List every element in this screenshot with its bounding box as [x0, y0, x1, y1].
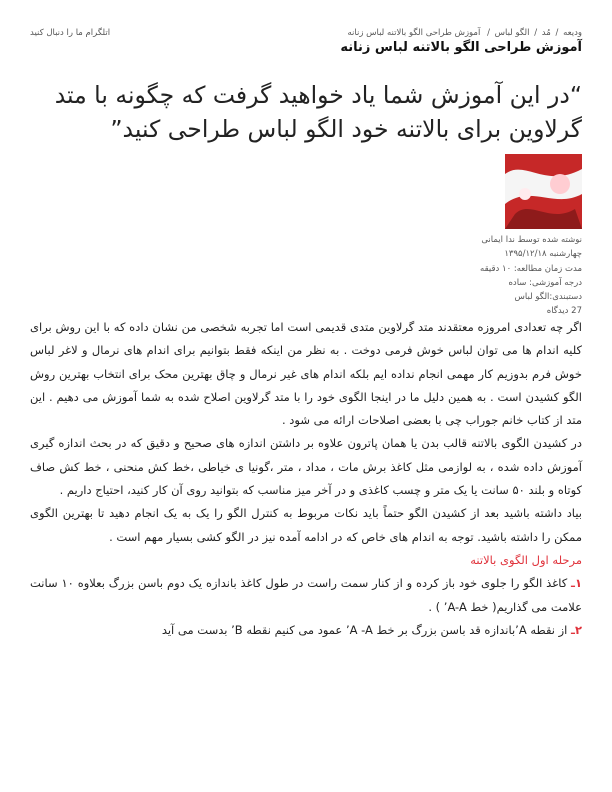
step-number: ۱ـ	[571, 576, 582, 591]
author-thumbnail-image	[505, 154, 582, 229]
breadcrumb-item-home[interactable]: ودیعه	[563, 28, 582, 38]
meta-category: دستبندی:الگو لباس	[514, 292, 582, 303]
breadcrumb-separator: /	[555, 28, 559, 38]
step-title: مرحله اول الگوی بالاتنه	[470, 552, 582, 567]
breadcrumb-item-current: آموزش طراحی الگو بالاتنه لباس زنانه	[347, 28, 481, 38]
breadcrumb-item-patterns[interactable]: الگو لباس	[494, 28, 530, 38]
step-item	[30, 572, 582, 619]
thumbnail-art-icon	[505, 154, 582, 229]
article-quote: “در این آموزش شما یاد خواهید گرفت که چگونه با متد گرلاوین برای بالاتنه خود الگو لباس طراحی کنید”	[54, 81, 582, 143]
paragraph: در کشیدن الگوی بالاتنه قالب بدن یا همان پاترون علاوه بر داشتن اندازه های صحیح و دقیق که در بحث اندازه گیری آموزش داده شده ، به لوازمی مثل کاغذ برش مات ، مداد ، متر ،گونیا ی خیاطی ،خط کش منحنی ، خط کش صاف کوتاه و بلند ۵۰ سانت یا یک متر و چسب کاغذی و در آخر میز مناسب که بتوانید روی آن کار کنید، احتیاج داریم .	[30, 436, 582, 498]
meta-read-time: مدت زمان مطالعه: ۱۰ دقیقه	[480, 263, 582, 274]
step-number: ۲ـ	[571, 622, 582, 637]
paragraph: بیاد داشته باشید بعد از کشیدن الگو حتماً باید نکات مربوط به کنترل الگو را یک به یک انجام دهید تا بهترین الگوی ممکن را داشته باشید. توجه به اندام های خاص که در ادامه آمده نیز در الگو کشی بسیار مهم است .	[30, 506, 582, 544]
breadcrumb-separator: /	[534, 28, 538, 38]
step-text: از نقطه A’باندازه قد باسن بزرگ بر خط A -A’ عمود می کنیم نقطه B’ بدست می آید	[161, 622, 572, 637]
meta-level: درجه آموزشی: ساده	[508, 277, 582, 288]
breadcrumb-item-fashion[interactable]: مُد	[541, 28, 551, 38]
step-item	[30, 619, 582, 642]
meta-author: نوشته شده توسط ندا ایمانی	[481, 235, 582, 245]
meta-date: چهارشنبه ۱۳۹۵/۱۲/۱۸	[504, 249, 582, 260]
article-meta	[480, 233, 582, 319]
meta-views: 27 دیدگاه	[546, 306, 582, 317]
page-title: آموزش طراحی الگو بالاتنه لباس زنانه	[340, 40, 582, 55]
breadcrumb-separator: /	[487, 28, 490, 38]
telegram-link[interactable]: اتلگرام ما را دنبال کنید	[30, 28, 111, 38]
step-text: کاغذ الگو را جلوی خود باز کرده و از کنار سمت راست در طول کاغذ باندازه یک دوم باسن بزرگ بعلاوه ۱۰ سانت علامت می گذاریم( خط A-A’ ) .	[30, 576, 582, 614]
paragraph: اگر چه تعدادی امروزه معتقدند متد گرلاوین متدی قدیمی است اما تجربه شخصی من نشان داده که با این روش برای کلیه اندام ها می توان لباس خوش فرمی دوخت . به نظر من اینکه فقط بتوانیم برای اندام های نرمال و لاغر لباس خوش فرم بدوزیم کار مهمی انجام نداده ایم بلکه اندام های غیر نرمال و چاق بهترین محک برای انتخاب بهترین روش الگو کشیدن است . به همین دلیل ما در اینجا الگوی خود را با متد گرلاوین اصلاح شده به شما آموزش می دهیم . این متد از کتاب خانم جوراب چی با بعضی اصلاحات ارائه می شود .	[30, 320, 582, 428]
article-body	[30, 316, 582, 642]
breadcrumb	[345, 28, 582, 38]
